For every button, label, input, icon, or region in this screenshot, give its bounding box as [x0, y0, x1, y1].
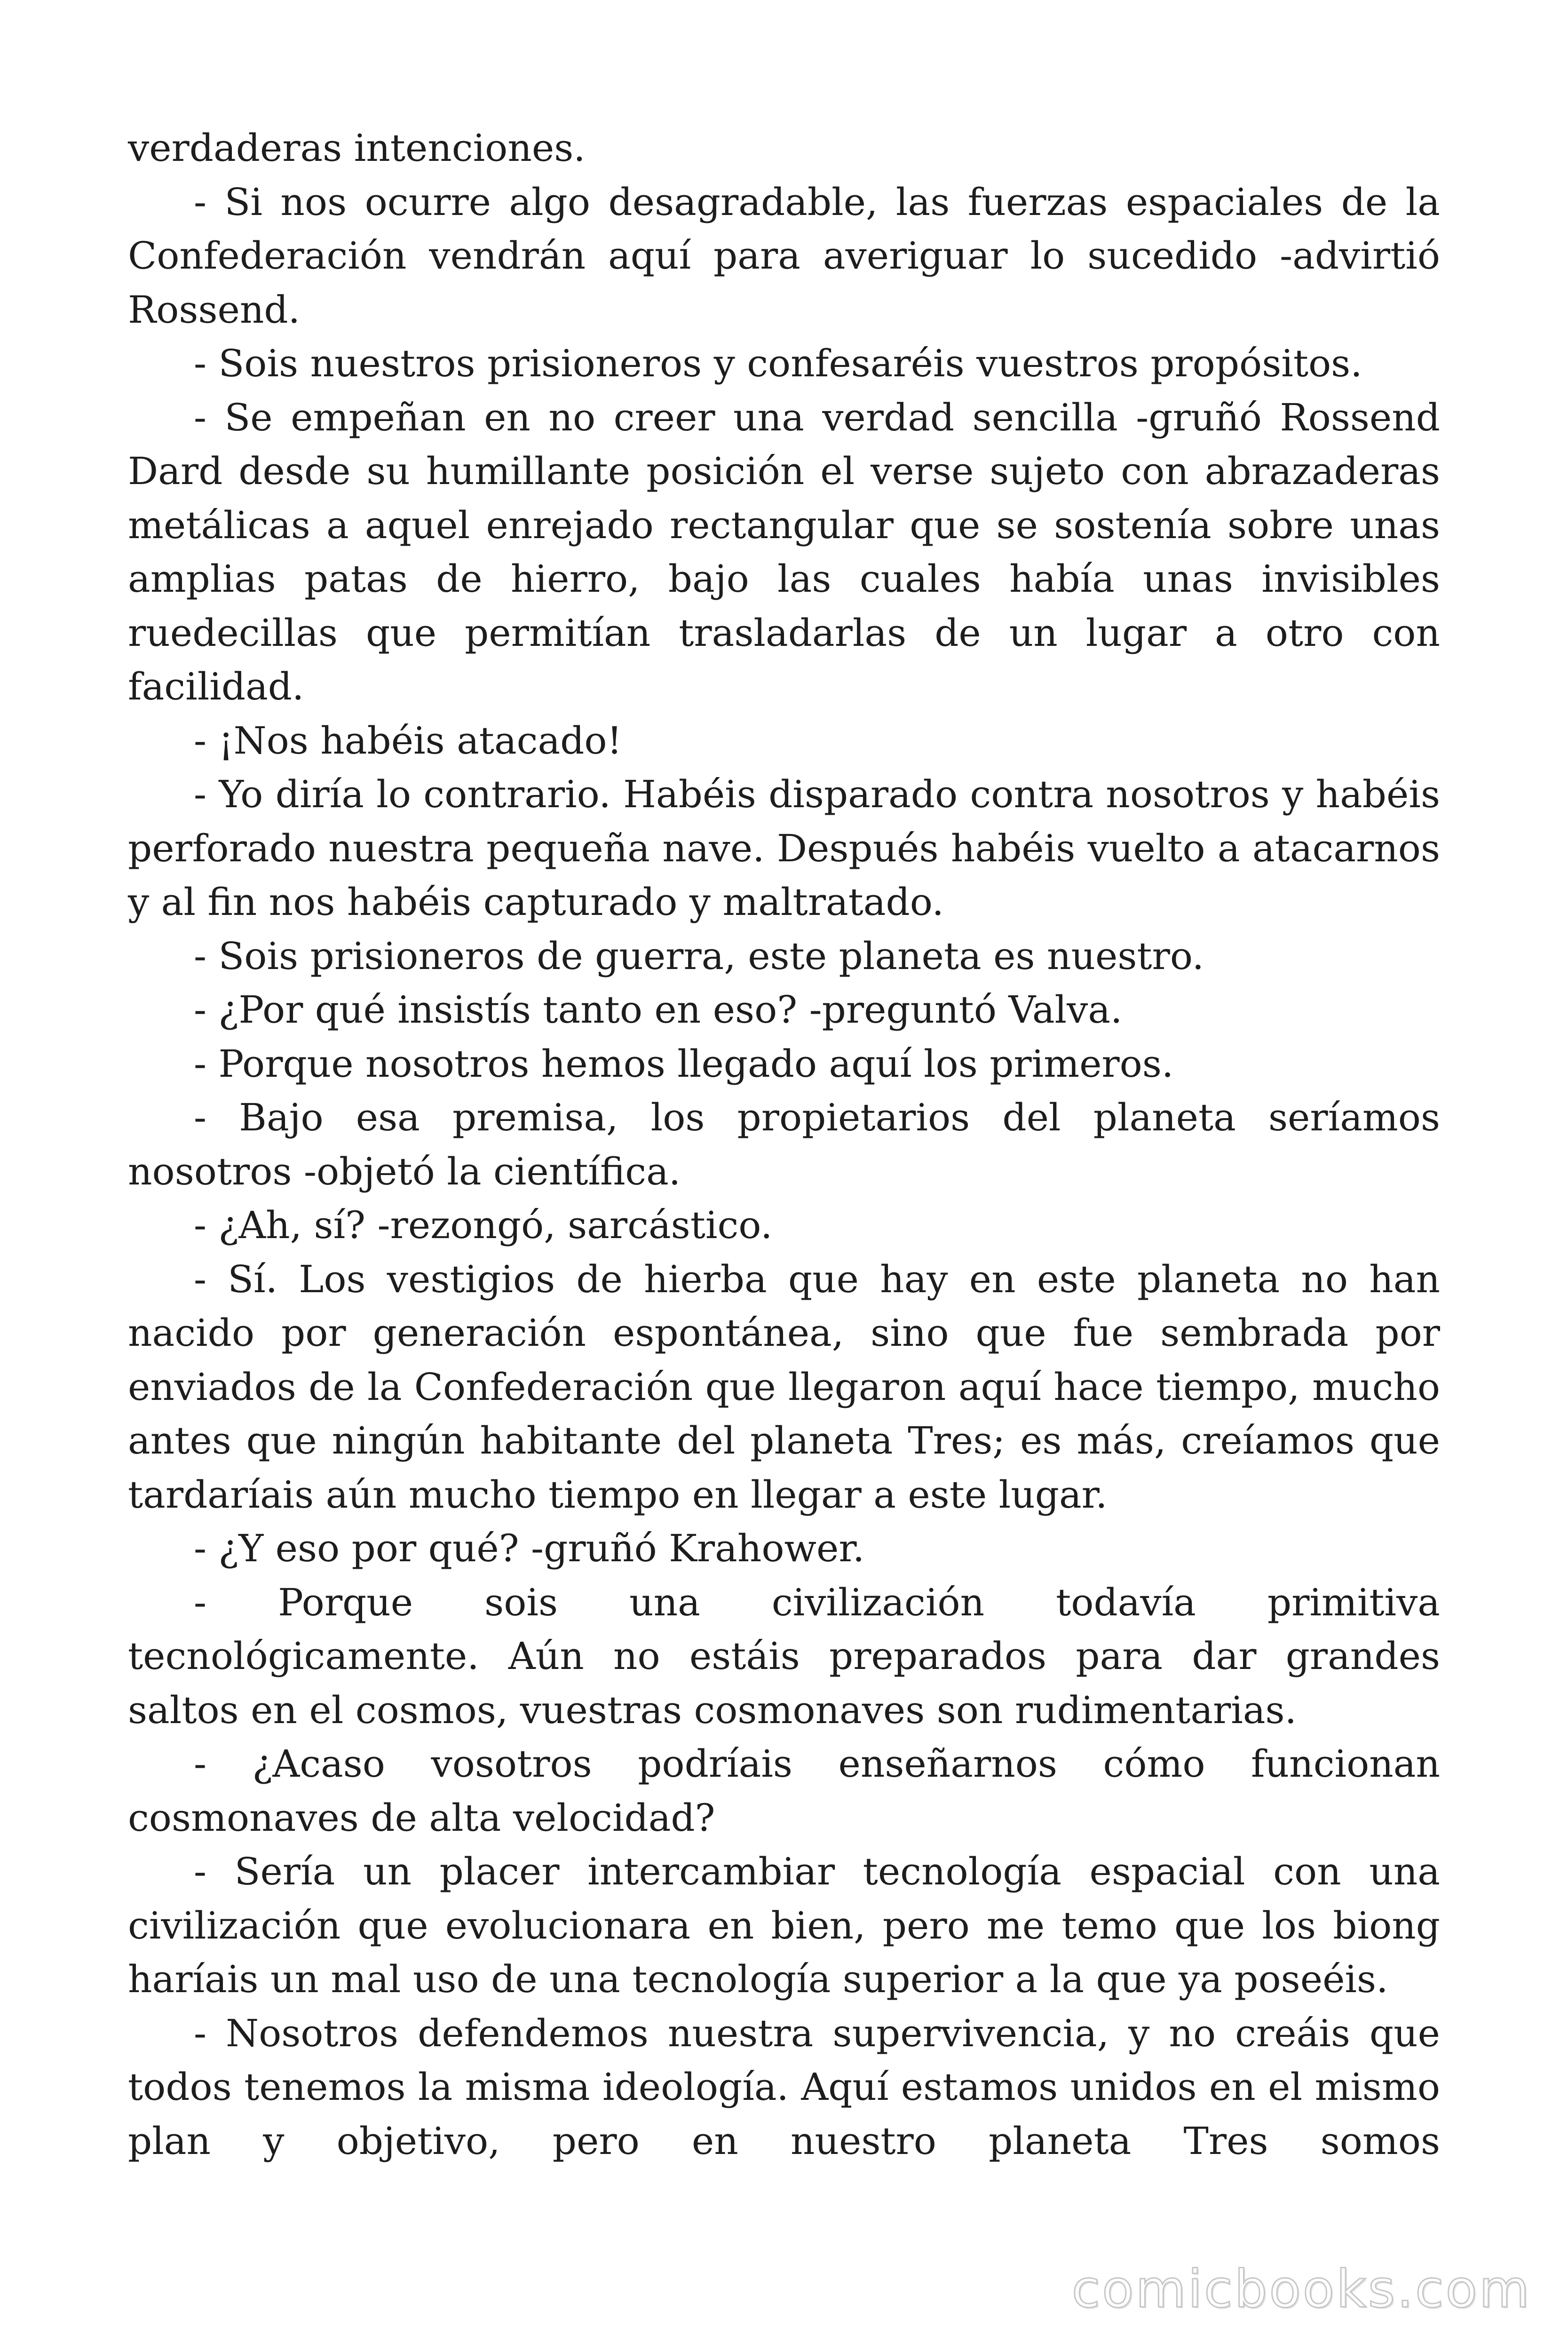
dialogue-paragraph: - Sería un placer intercambiar tecnología espacial con una civilización que evolucionara en bien, pero me temo que los biong haríais un mal uso de una tecnología superior a la que ya poseéis. — [128, 1850, 1440, 2001]
dialogue-paragraph: - ¿Por qué insistís tanto en eso? -preguntó Valva. — [194, 988, 1123, 1032]
dialogue-paragraph: - Porque sois una civilización todavía primitiva tecnológicamente. Aún no estáis preparados para dar grandes saltos en el cosmos, vuestras cosmonaves son rudimentarias. — [128, 1580, 1440, 1732]
dialogue-paragraph: - ¿Acaso vosotros podríais enseñarnos cómo funcionan cosmonaves de alta velocidad? — [128, 1742, 1440, 1840]
dialogue-paragraph: - ¿Ah, sí? -rezongó, sarcástico. — [194, 1203, 773, 1247]
dialogue-paragraph: - Bajo esa premisa, los propietarios del planeta seríamos nosotros -objetó la científica. — [128, 1096, 1440, 1193]
dialogue-paragraph: - Sois prisioneros de guerra, este planeta es nuestro. — [194, 934, 1204, 978]
dialogue-paragraph: - Se empeñan en no creer una verdad sencilla -gruñó Rossend Dard desde su humillante posición el verse sujeto con abrazaderas metálicas a aquel enrejado rectangular que se sostenía sobre unas amplias patas de hierro, bajo las cuales había unas invisibles ruedecillas que permitían trasladarlas de un lugar a otro con facilidad. — [128, 395, 1440, 708]
dialogue-paragraph: - Nosotros defendemos nuestra supervivencia, y no creáis que todos tenemos la misma ideología. Aquí estamos unidos en el mismo plan y objetivo, pero en nuestro planeta Tres somos — [128, 2011, 1440, 2163]
watermark: comicbooks.com — [1071, 2259, 1531, 2319]
dialogue-paragraph: - Porque nosotros hemos llegado aquí los primeros. — [194, 1041, 1174, 1086]
dialogue-paragraph: - Yo diría lo contrario. Habéis disparado contra nosotros y habéis perforado nuestra pequeña nave. Después habéis vuelto a atacarnos y al fin nos habéis capturado y maltratado. — [128, 772, 1440, 924]
dialogue-paragraph: - ¡Nos habéis atacado! — [194, 718, 622, 763]
dialogue-paragraph: - Si nos ocurre algo desagradable, las fuerzas espaciales de la Confederación vendrán aquí para averiguar lo sucedido -advirtió Rossend. — [128, 180, 1440, 332]
dialogue-paragraph: - Sois nuestros prisioneros y confesaréis vuestros propósitos. — [194, 342, 1362, 385]
dialogue-paragraph: - Sí. Los vestigios de hierba que hay en este planeta no han nacido por generación espontánea, sino que fue sembrada por enviados de la Confederación que llegaron aquí hace tiempo, mucho antes que ningún habitante del planeta Tres; es más, creíamos que tardaríais aún mucho tiempo en llegar a este lugar. — [128, 1257, 1440, 1517]
dialogue-paragraph: - ¿Y eso por qué? -gruñó Krahower. — [194, 1526, 865, 1570]
body-text — [128, 121, 1440, 2168]
paragraph: verdaderas intenciones. — [128, 126, 586, 170]
